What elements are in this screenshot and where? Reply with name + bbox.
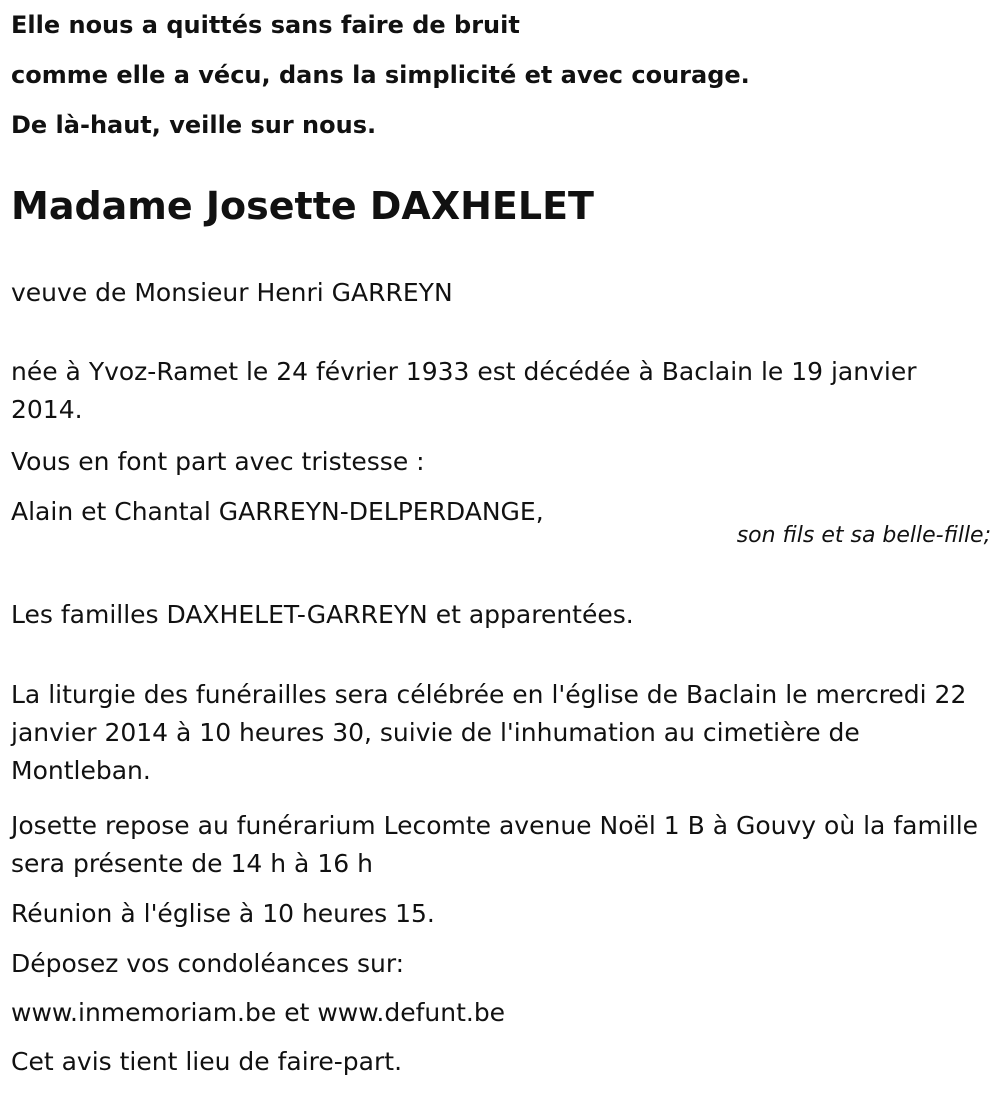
widow-of-text: veuve de Monsieur Henri GARREYN [11,278,453,307]
son-relation: son fils et sa belle-fille; [736,523,991,548]
epigraph-line: comme elle a vécu, dans la simplicité et avec courage. [11,61,750,89]
liturgy-text: La liturgie des funérailles sera célébrée en l'église de Baclain le mercredi 22 janvier 2014 à 10 heures 30, suivie de l'inhumation au cimetière de Montleban. [11,680,967,785]
closing-text: Cet avis tient lieu de faire-part. [11,1047,403,1076]
condolences-label: Déposez vos condoléances sur: [11,949,405,978]
deceased-name: Madame Josette DAXHELET [11,184,594,228]
announcement-text: Vous en font part avec tristesse : [11,447,425,476]
epigraph [11,0,991,150]
son-names: Alain et Chantal GARREYN-DELPERDANGE, [11,497,544,526]
meeting-text: Réunion à l'église à 10 heures 15. [11,899,435,928]
repose-text: Josette repose au funérarium Lecomte avenue Noël 1 B à Gouvy où la famille sera présente de 14 h à 16 h [11,811,979,878]
birth-death-text: née à Yvoz-Ramet le 24 février 1933 est décédée à Baclain le 19 janvier 2014. [11,357,917,424]
families-text: Les familles DAXHELET-GARREYN et apparentées. [11,600,634,629]
epigraph-line: Elle nous a quittés sans faire de bruit [11,11,520,39]
condolences-sites: www.inmemoriam.be et www.defunt.be [11,998,506,1027]
epigraph-line: De là-haut, veille sur nous. [11,111,377,139]
death-notice [11,0,991,1076]
